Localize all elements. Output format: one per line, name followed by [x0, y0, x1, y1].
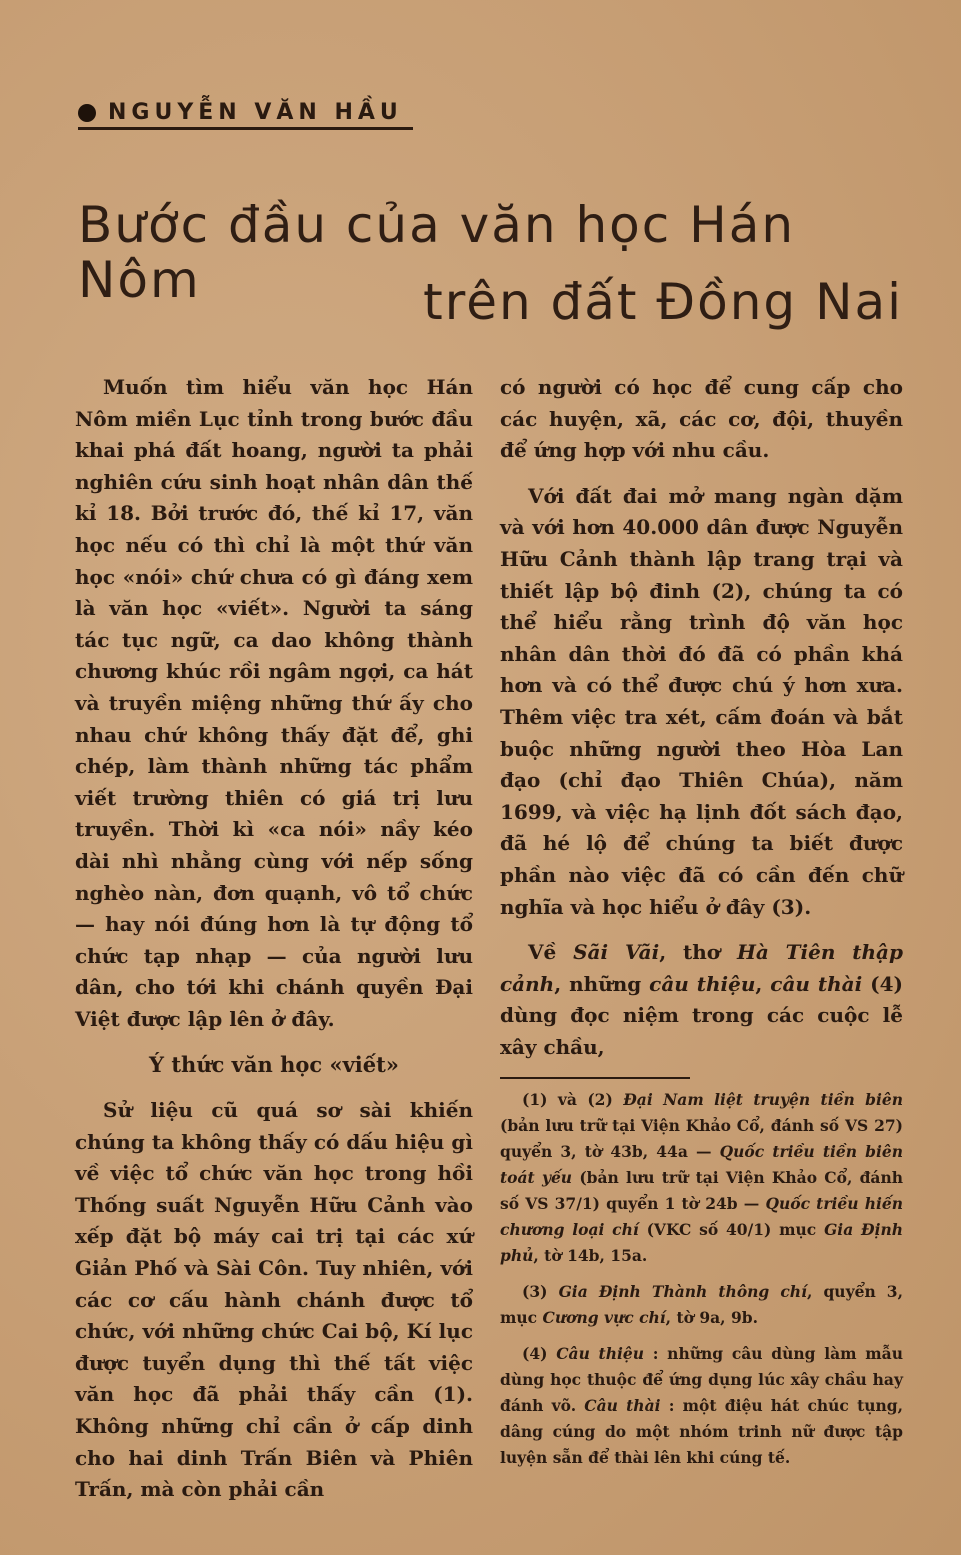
- paragraph-literature: Về Sãi Vãi, thơ Hà Tiên thập cảnh, những câu thiệu, câu thài (4) dùng đọc niệm trong các cuộc lễ xây chầu,: [500, 940, 903, 1059]
- author-byline: [78, 100, 413, 130]
- footnote-divider: [500, 1077, 690, 1079]
- paragraph-land: Với đất đai mở mang ngàn dặm và với hơn 40.000 dân được Nguyễn Hữu Cảnh thành lập trang trại và thiết lập bộ đinh (2), chúng ta có thể hiểu rằng trình độ văn học nhân dân thời đó đã có phần khá hơn và có thể được chú ý hơn xưa. Thêm việc tra xét, cấm đoán và bắt buộc những người theo Hòa Lan đạo (chỉ đạo Thiên Chúa), năm 1699, và việc hạ lịnh đốt sách đạo, đã hé lộ để chúng ta biết được phần nào việc đã có cần đến chữ nghĩa và học hiểu ở đây (3).: [500, 483, 903, 919]
- paragraph-continued: có người có học để cung cấp cho các huyện, xã, các cơ, đội, thuyền để ứng hợp với nhu cầu.: [500, 375, 903, 463]
- footnote-1-2: (1) và (2) Đại Nam liệt truyện tiền biên (bản lưu trữ tại Viện Khảo Cổ, đánh số VS 27) quyển 3, tờ 43b, 44a — Quốc triều tiền biên toát yếu (bản lưu trữ tại Viện Khảo Cổ, đánh số VS 37/1) quyển 1 tờ 24b — Quốc triều hiến chương loại chí (VKC số 40/1) mục Gia Định phủ, tờ 14b, 15a.: [500, 1090, 904, 1266]
- right-column: [500, 372, 903, 1481]
- paragraph-history: Sử liệu cũ quá sơ sài khiến chúng ta không thấy có dấu hiệu gì về việc tổ chức văn học trong hồi Thống suất Nguyễn Hữu Cảnh vào xếp đặt bộ máy cai trị tại các xứ Giản Phố và Sài Côn. Tuy nhiên, với các cơ cấu hành chánh được tổ chức, với những chức Cai bộ, Kí lục được tuyển dụng thì thế tất việc văn học đã phải thấy cần (1). Không những chỉ cần ở cấp dinh cho hai dinh Trấn Biên và Phiên Trấn, mà còn phải cần: [75, 1098, 473, 1502]
- article-title-line-1: Bước đầu của văn học Hán Nôm: [78, 196, 796, 309]
- article-title-line-2: trên đất Đồng Nai: [423, 273, 903, 331]
- left-column: [75, 372, 473, 1520]
- author-name: NGUYỄN VĂN HẦU: [108, 100, 403, 125]
- footnotes: [500, 1087, 903, 1471]
- footnote-4: (4) Câu thiệu : những câu dùng làm mẫu dùng học thuộc để ứng dụng lúc xây chầu hay đánh võ. Câu thài : một điệu hát chúc tụng, dâng cúng do một nhóm trinh nữ được tập luyện sẵn để thài lên khi cúng tế.: [500, 1344, 904, 1468]
- paragraph-intro: Muốn tìm hiểu văn học Hán Nôm miền Lục tỉnh trong bước đầu khai phá đất hoang, người ta phải nghiên cứu sinh hoạt nhân dân thế kỉ 18. Bởi trước đó, thế kỉ 17, văn học nếu có thì chỉ là một thứ văn học «nói» chứ chưa có gì đáng xem là văn học «viết». Người ta sáng tác tục ngữ, ca dao không thành chương khúc rồi ngâm ngợi, ca hát và truyền miệng những thứ ấy cho nhau chứ không thấy đặt để, ghi chép, làm thành những tác phẩm viết trường thiên có giá trị lưu truyền. Thời kì «ca nói» nầy kéo dài nhì nhằng cùng với nếp sống nghèo nàn, đơn quạnh, vô tổ chức — hay nói đúng hơn là tự động tổ chức tạp nhạp — của người lưu dân, cho tới khi chánh quyền Đại Việt được lập lên ở đây.: [75, 375, 473, 1031]
- section-subhead: Ý thức văn học «viết»: [149, 1052, 399, 1078]
- footnote-3: (3) Gia Định Thành thông chí, quyển 3, mục Cương vực chí, tờ 9a, 9b.: [500, 1282, 903, 1328]
- bullet-icon: [78, 104, 96, 122]
